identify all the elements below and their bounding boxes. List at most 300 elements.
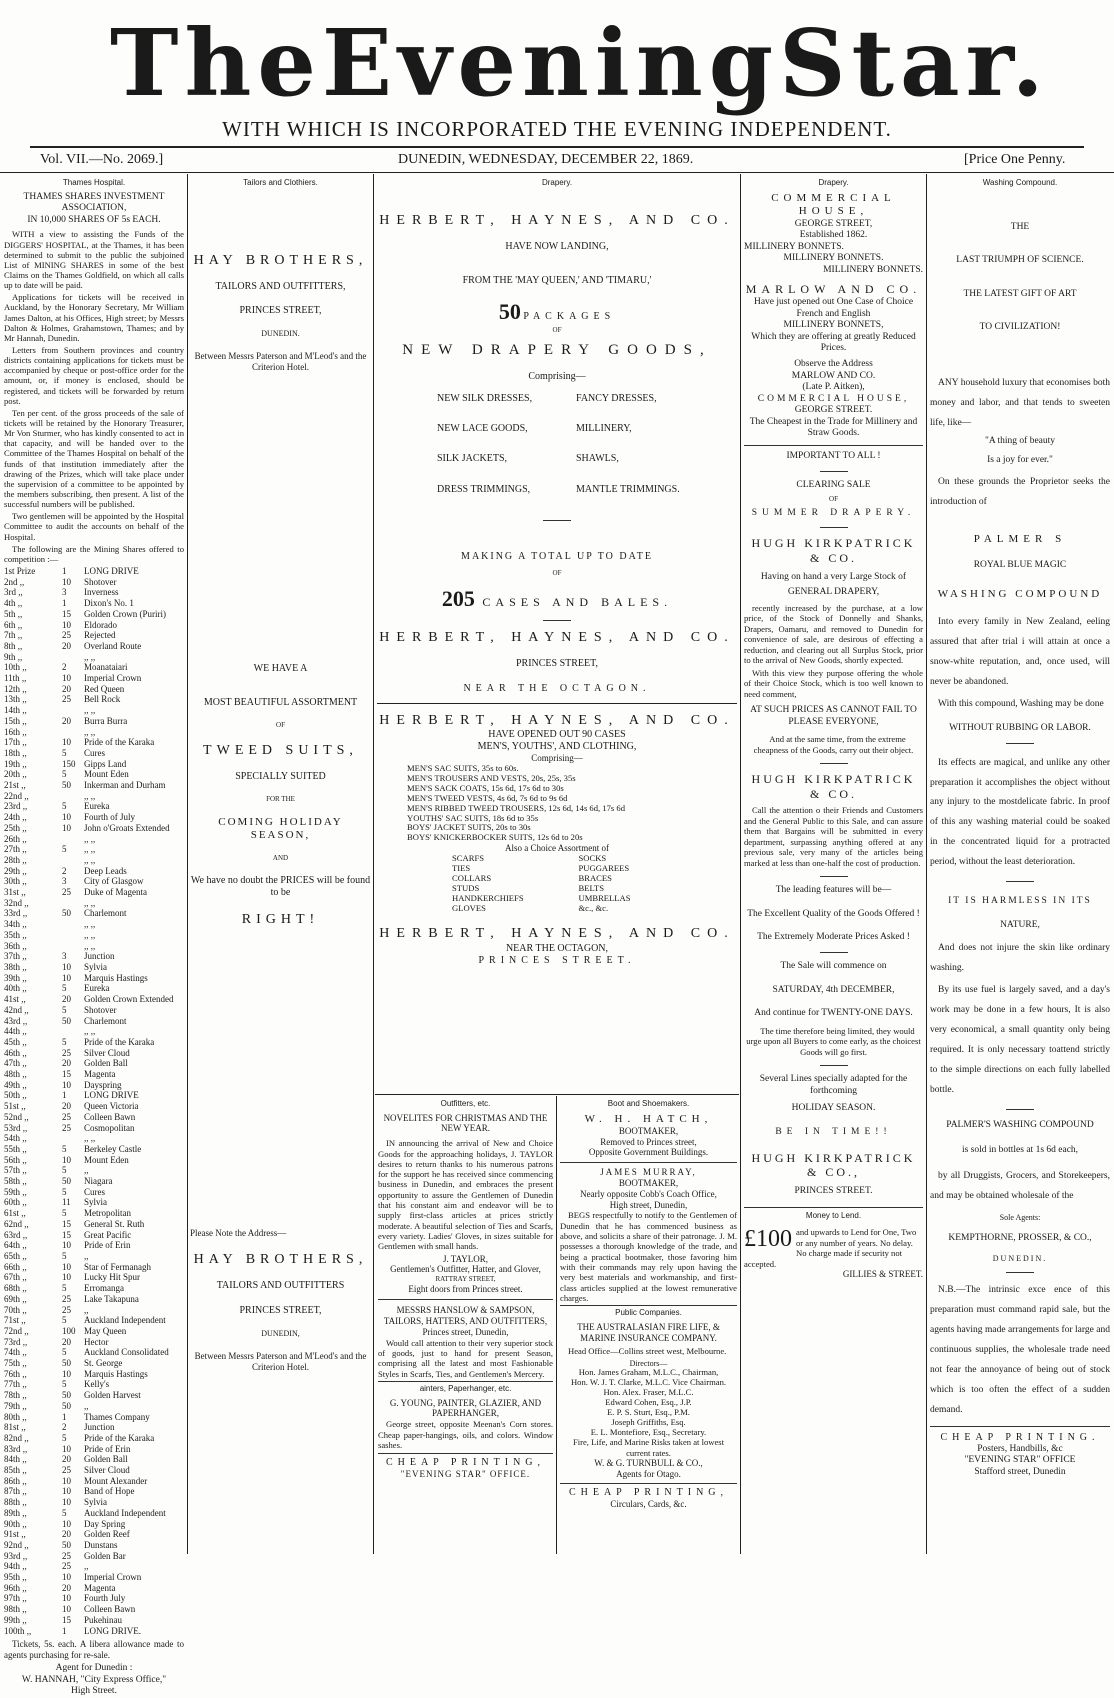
general-drapery: GENERAL DRAPERY, <box>787 587 880 598</box>
prize-rank: 57th ,, <box>4 1165 27 1176</box>
near-octagon: NEAR THE OCTAGON, <box>505 942 609 954</box>
claim-name: Star of Fermanagh <box>84 1261 151 1272</box>
claim-name: Junction <box>84 1422 115 1433</box>
firm-name: HUGH KIRKPATRICK & CO. <box>751 536 916 565</box>
accessory-item: PUGGAREES <box>578 863 630 874</box>
share-count: 25 <box>62 1561 71 1572</box>
share-count: 1 <box>62 1625 67 1636</box>
claim-name: Mount Alexander <box>84 1475 148 1486</box>
title-word-3: Star. <box>779 9 1050 117</box>
share-count: 25 <box>62 1550 71 1561</box>
prize-rank: 78th ,, <box>4 1390 27 1401</box>
nature: NATURE, <box>1000 919 1040 930</box>
accessory-item: &c., &c. <box>578 902 609 913</box>
share-count: 5 <box>62 801 67 812</box>
accessory-item: BELTS <box>578 882 604 893</box>
firm-city: DUNEDIN. <box>261 329 300 339</box>
claim-name: Auckland Consolidated <box>84 1347 169 1358</box>
prize-rank: 32nd ,, <box>4 897 29 908</box>
firm-name: HAY BROTHERS, <box>193 1252 368 1268</box>
sale-commence: The Sale will commence on <box>780 961 887 972</box>
prize-rank: 7th ,, <box>4 630 23 641</box>
claim-name: Pride of Erin <box>84 1240 131 1251</box>
harmless: IT IS HARMLESS IN ITS <box>948 896 1092 907</box>
share-count: 25 <box>62 1111 71 1122</box>
packages-count: 50 <box>498 299 521 325</box>
column-tailors <box>190 176 371 1556</box>
column-rule <box>556 1096 557 1554</box>
prize-rank: 77th ,, <box>4 1379 27 1390</box>
millinery: MILLINERY BONNETS. <box>823 264 923 275</box>
firm-name: HUGH KIRKPATRICK & CO. <box>751 772 916 801</box>
share-count: 3 <box>62 876 67 887</box>
prize-rank: 81st ,, <box>4 1422 26 1433</box>
claim-name: Auckland Independent <box>84 1507 166 1518</box>
claim-name: Sylvia <box>84 962 108 972</box>
ad-where: Eight doors from Princes street. <box>408 1283 523 1294</box>
commercial-house: COMMERCIAL HOUSE, <box>771 191 896 218</box>
firm-city: DUNEDIN, <box>261 1328 300 1338</box>
dateline-rule <box>0 172 1114 173</box>
dateline-row <box>0 150 1114 170</box>
column-heading: Thames Hospital. <box>62 178 126 187</box>
firm-location: Between Messrs Paterson and M'Leod's and the Criterion Hotel. <box>194 1350 367 1372</box>
prize-rank: 92nd ,, <box>4 1539 29 1550</box>
ad-intro: THE <box>1010 221 1030 232</box>
opened-cases: HAVE OPENED OUT 90 CASES <box>488 728 626 740</box>
prize-rank: 67th ,, <box>4 1272 27 1283</box>
claim-name: LONG DRIVE <box>84 565 139 576</box>
claim-name: Golden Reef <box>84 1529 130 1540</box>
quote: Is a joy for ever." <box>987 455 1053 466</box>
claim-name: LONG DRIVE <box>84 1090 139 1101</box>
share-count: 150 <box>62 758 76 769</box>
share-count: 5 <box>62 1507 67 1518</box>
column-heading: Outfitters, etc. <box>440 1099 491 1108</box>
accessory-item: UMBRELLAS <box>578 892 631 903</box>
prices-line: AT SUCH PRICES AS CANNOT FAIL TO PLEASE EVERYONE, <box>750 705 917 727</box>
prices-note: We have no doubt the PRICES will be found to be <box>190 874 371 899</box>
share-count: 5 <box>62 983 67 994</box>
risks: Fire, Life, and Marine Risks taken at lowest current rates. <box>572 1437 725 1458</box>
claim-name: Sylvia <box>84 1497 108 1508</box>
cases-count: 205 <box>441 585 475 611</box>
share-count: 50 <box>62 1176 71 1187</box>
offering: Which they are offering at greatly Reduced Prices. <box>751 331 916 354</box>
claim-name: Silver Cloud <box>84 1047 130 1058</box>
ad-name: J. TAYLOR, <box>442 1253 489 1264</box>
share-count: 25 <box>62 887 71 898</box>
accessory-item: COLLARS <box>452 872 492 883</box>
share-count: 5 <box>62 1315 67 1326</box>
claim-name: General St. Ruth <box>84 1218 145 1229</box>
prize-rank: 3rd ,, <box>4 587 23 598</box>
ad-body: With this compound, Washing may be done <box>938 699 1104 710</box>
firm-name: W. H. HATCH, <box>584 1112 713 1125</box>
prize-rank: 100th ,, <box>4 1625 32 1636</box>
drapery-item: NEW LACE GOODS, <box>437 423 528 435</box>
office: "EVENING STAR" OFFICE. <box>400 1469 531 1480</box>
share-count: 25 <box>62 1304 71 1315</box>
sale-date: SATURDAY, 4th DECEMBER, <box>772 984 895 995</box>
firm-name: G. YOUNG, PAINTER, GLAZIER, AND PAPERHANGER, <box>389 1397 542 1419</box>
share-count: 5 <box>62 1347 67 1358</box>
ad-street: RATTRAY STREET, <box>435 1275 496 1284</box>
share-count: 10 <box>62 1368 71 1379</box>
share-count: 10 <box>62 576 71 587</box>
share-count: 10 <box>62 673 71 684</box>
share-count: 10 <box>62 1475 71 1486</box>
share-count: 10 <box>62 1261 71 1272</box>
share-count: 100 <box>62 1325 76 1336</box>
drapery-item: MANTLE TRIMMINGS. <box>576 483 680 495</box>
prize-rank: 86th ,, <box>4 1475 27 1486</box>
issue-date: DUNEDIN, WEDNESDAY, DECEMBER 22, 1869. <box>398 152 694 167</box>
column-heading: Washing Compound. <box>982 178 1058 187</box>
share-count: 1 <box>62 598 67 609</box>
column-drapery-herbert <box>377 176 737 1091</box>
share-count: 10 <box>62 1443 71 1454</box>
claim-name: ,, ,, <box>84 705 96 716</box>
choice-assortment: Also a Choice Assortment of <box>505 843 609 854</box>
claim-name: Colleen Bawn <box>84 1604 136 1615</box>
share-count <box>62 1026 84 1037</box>
prize-rank: 44th ,, <box>4 1026 27 1037</box>
established: Established 1862. <box>799 230 868 241</box>
column-thames-hospital <box>4 176 184 1697</box>
agent-street: High Street. <box>71 1686 117 1697</box>
firm-street: Removed to Princes street, <box>600 1136 697 1147</box>
millinery: MILLINERY BONNETS. <box>744 241 844 252</box>
firm-street: PRINCES STREET, <box>239 1304 322 1316</box>
money-firm: GILLIES & STREET. <box>842 1269 923 1280</box>
claim-name: ,, <box>84 1400 89 1411</box>
column-heading: Money to Lend. <box>744 1207 923 1221</box>
accessory-item: STUDS <box>452 882 480 893</box>
share-count <box>62 834 84 845</box>
price-note: is sold in bottles at 1s 6d each, <box>961 1145 1079 1156</box>
money-ad <box>744 1227 923 1269</box>
address: (Late P. Aitken), <box>802 382 865 393</box>
prize-rank: 42nd ,, <box>4 1004 29 1015</box>
claim-name: Burra Burra <box>84 715 128 726</box>
share-count: 1 <box>62 565 67 576</box>
address-note: Please Note the Address— <box>190 1228 287 1239</box>
firm-name: MESSRS HANSLOW & SAMPSON, <box>396 1305 535 1316</box>
share-count: 1 <box>62 1090 67 1101</box>
claim-name: Sylvia <box>84 1197 108 1208</box>
ad-body: By its use fuel is largely saved, and a day's work may be done in a few hours, It is also very economical, a small quantity only being required. It is only necessary toattend strictly to the simple directions on each fully labelled bottle. <box>930 985 1110 1095</box>
section-rule <box>375 1094 739 1095</box>
clothing-item: MEN'S TROUSERS AND VESTS, 20s, 25s, 35s <box>407 773 576 784</box>
prize-rank: 72nd ,, <box>4 1325 29 1336</box>
agents: W. & G. TURNBULL & CO., <box>594 1458 703 1469</box>
share-count: 50 <box>62 1539 71 1550</box>
share-count: 10 <box>62 1079 71 1090</box>
claim-name: Eldorado <box>84 619 117 630</box>
firm-street: PRINCES STREET, <box>515 658 599 670</box>
prize-rank: 5th ,, <box>4 608 23 619</box>
share-count: 25 <box>62 694 71 705</box>
prize-rank: 73rd ,, <box>4 1336 28 1347</box>
share-count: 15 <box>62 1218 71 1229</box>
claim-name: LONG DRIVE. <box>84 1625 141 1636</box>
share-count: 5 <box>62 1208 67 1219</box>
prize-rank: 61st ,, <box>4 1208 26 1219</box>
share-count: 1 <box>62 1411 67 1422</box>
firm-name: THE AUSTRALASIAN FIRE LIFE, & MARINE INSURANCE COMPANY. <box>577 1321 720 1343</box>
share-count: 5 <box>62 1432 67 1443</box>
firm-street: High street, Dunedin, <box>609 1199 688 1210</box>
prize-rank: 51st ,, <box>4 1101 26 1112</box>
firm-location: Between Messrs Paterson and M'Leod's and the Criterion Hotel. <box>194 350 367 372</box>
share-count: 15 <box>62 1229 71 1240</box>
column-heading: Drapery. <box>541 178 573 187</box>
claim-name: Golden Crown Extended <box>84 994 174 1005</box>
cheap-printing: CHEAP PRINTING, <box>568 1486 729 1498</box>
ad-body: Its effects are magical, and unlike any other preparation it accomplishes the object without any injury to the mostdelicate fabric. In proof of this any washing material could be soaked in the concentrated liquid for a protracted period, without the least deterioration. <box>930 757 1110 868</box>
feature-item: The Extremely Moderate Prices Asked ! <box>757 932 910 943</box>
claim-name: Moanataiari <box>84 662 128 673</box>
be-in-time: BE IN TIME!! <box>775 1126 892 1137</box>
prize-rank: 2nd ,, <box>4 576 25 587</box>
firm-trade: BOOTMAKER, <box>618 1125 679 1136</box>
column-heading: Tailors and Clothiers. <box>243 178 318 187</box>
ad-body: BEGS respectfully to notify to the Gentlemen of Dunedin that he has commenced business as above, and solicits a share of their patronage. J. M. possesses a thorough knowledge of the trade, and being a practical bootmaker, those favoring him with their commands may rely upon having the very best materials and workmanship, and first-class articles supplied at the lowest remunerative charges. <box>560 1210 737 1303</box>
tickets-note: Tickets, 5s. each. A libera allowance made to agents purchasing for re-sale. <box>4 1639 184 1661</box>
share-count: 5 <box>62 1250 67 1261</box>
drapery-item: SHAWLS, <box>576 453 619 465</box>
share-count: 10 <box>62 822 71 833</box>
claim-name: Inverness <box>84 587 119 598</box>
share-count: 20 <box>62 1529 71 1540</box>
prize-rank: 45th ,, <box>4 1036 27 1047</box>
drapery-item: FANCY DRESSES, <box>576 393 657 405</box>
claim-name: Pride of Erin <box>84 1443 131 1454</box>
for-the: FOR THE <box>266 795 295 804</box>
share-count: 5 <box>62 1036 67 1047</box>
product-name: WASHING COMPOUND <box>937 587 1103 600</box>
director-item: Hon. W. J. T. Clarke, M.L.C. Vice Chairman. <box>570 1377 727 1388</box>
prize-rank: 82nd ,, <box>4 1432 29 1443</box>
comprising: Comprising— <box>528 370 586 382</box>
claim-name: Great Pacific <box>84 1229 132 1240</box>
comprising: Comprising— <box>531 753 583 764</box>
claim-name: ,, <box>84 1165 89 1176</box>
making-total: MAKING A TOTAL UP TO DATE <box>461 550 653 562</box>
sale-duration: And continue for TWENTY-ONE DAYS. <box>754 1008 913 1019</box>
prize-rank: 34th ,, <box>4 919 27 930</box>
clothing-item: BOYS' JACKET SUITS, 20s to 30s <box>407 822 531 833</box>
share-count: 2 <box>62 662 67 673</box>
of-label: OF <box>829 495 838 504</box>
claim-name: Silver Cloud <box>84 1465 130 1476</box>
prize-rank: 79th ,, <box>4 1400 27 1411</box>
prize-rank: 12th ,, <box>4 683 27 694</box>
share-count: 10 <box>62 812 71 823</box>
clothing-item: MEN'S SAC SUITS, 35s to 60s. <box>407 763 519 774</box>
accessory-item: SCARFS <box>452 853 485 864</box>
ad-body: Would call attention to their very superior stock of goods, just to hand for present Season, comprising all the latest and most Fashionable Styles in Scarfs, Ties, and Gentlemen's Mercery. <box>378 1337 553 1379</box>
claim-name: Queen Victoria <box>84 1101 139 1112</box>
firm-name: MARLOW AND CO. <box>745 282 922 297</box>
prize-shares-list <box>4 566 184 1636</box>
ad-title: TO CIVILIZATION! <box>979 322 1061 333</box>
ad-body: ANY household luxury that economises both money and labor, and that tends to sweeten life, like— <box>930 378 1110 428</box>
prize-rank: 90th ,, <box>4 1518 27 1529</box>
claim-name: Magenta <box>84 1582 116 1593</box>
prize-rank: 13th ,, <box>4 694 27 705</box>
claim-name: Charlemont <box>84 908 127 919</box>
prize-rank: 48th ,, <box>4 1069 27 1080</box>
prize-rank: 4th ,, <box>4 598 23 609</box>
firm-trade: BOOTMAKER, <box>618 1177 679 1188</box>
price: [Price One Penny. <box>964 152 1066 167</box>
prize-rank: 47th ,, <box>4 1058 27 1069</box>
millinery: MILLINERY BONNETS, <box>783 320 884 331</box>
column-drapery-commercial <box>744 176 923 1556</box>
prize-rank: 27th ,, <box>4 844 27 855</box>
firm-location: Opposite Government Buildings. <box>588 1147 709 1158</box>
prize-rank: 23rd ,, <box>4 801 28 812</box>
prize-rank: 37th ,, <box>4 951 27 962</box>
prize-rank: 15th ,, <box>4 715 27 726</box>
prize-rank: 94th ,, <box>4 1561 27 1572</box>
and-label: AND <box>272 854 289 863</box>
claim-name: May Queen <box>84 1325 127 1336</box>
circulars: Circulars, Cards, &c. <box>610 1498 687 1509</box>
firm-name: HERBERT, HAYNES, AND CO. <box>379 212 735 228</box>
share-count <box>62 930 84 941</box>
tweed-suits: TWEED SUITS, <box>203 742 358 758</box>
share-count: 25 <box>62 630 71 641</box>
prize-rank: 70th ,, <box>4 1304 27 1315</box>
firm-trade: TAILORS AND OUTFITTERS <box>216 1280 345 1292</box>
prize-rank: 21st ,, <box>4 780 26 791</box>
paragraph: Letters from Southern provinces and country districts containing applications for tickets must be accompanied by cheque or post-office order for the amount, or, if money is enclosed, should be registered, and tickets will be forwarded by return post. <box>4 345 184 406</box>
prize-rank: 24th ,, <box>4 812 27 823</box>
claim-name: Marquis Hastings <box>84 1368 148 1379</box>
clothing-item: MEN'S TWEED VESTS, 4s 6d, 7s 6d to 9s 6d <box>407 792 568 803</box>
claim-name: Golden Bar <box>84 1550 126 1561</box>
drapery-item: MILLINERY, <box>576 423 632 435</box>
share-count: 20 <box>62 683 71 694</box>
director-item: Joseph Griffiths, Esq. <box>611 1416 686 1427</box>
prize-rank: 56th ,, <box>4 1154 27 1165</box>
ad-body: And does not injure the skin like ordinary washing. <box>930 943 1110 974</box>
claim-name: ,, ,, <box>84 833 96 844</box>
share-count: 5 <box>62 1165 67 1176</box>
share-count: 15 <box>62 1069 71 1080</box>
agent-label: Agent for Dunedin : <box>55 1663 133 1674</box>
share-count: 50 <box>62 1358 71 1369</box>
clothing-price-list <box>407 764 737 843</box>
share-count: 10 <box>62 1486 71 1497</box>
clothing-item: MEN'S SACK COATS, 15s 6d, 17s 6d to 30s <box>407 782 564 793</box>
claim-name: Dayspring <box>84 1079 122 1090</box>
claim-name: Magenta <box>84 1069 116 1080</box>
agents: KEMPTHORNE, PROSSER, & CO., <box>948 1232 1092 1243</box>
share-count: 20 <box>62 715 71 726</box>
share-count: 10 <box>62 1497 71 1508</box>
important: IMPORTANT TO ALL ! <box>786 451 881 462</box>
feature-item: The Excellent Quality of the Goods Offered ! <box>747 908 920 919</box>
address: COMMERCIAL HOUSE, <box>757 393 910 404</box>
title-word-1: The <box>110 9 322 117</box>
right-label: RIGHT! <box>241 912 320 928</box>
ad-body: And at the same time, from the extreme cheapness of the Goods, carry out their object. <box>753 734 914 755</box>
firm-name: HERBERT, HAYNES, AND CO. <box>379 630 735 646</box>
column-rule <box>187 174 188 1554</box>
prize-rank: 52nd ,, <box>4 1111 29 1122</box>
ad-title: THE LATEST GIFT OF ART <box>963 288 1077 299</box>
prize-rank: 53rd ,, <box>4 1122 28 1133</box>
claim-name: Golden Ball <box>84 1058 128 1069</box>
prize-rank: 84th ,, <box>4 1454 27 1465</box>
share-count: 20 <box>62 640 71 651</box>
ad-body: IN announcing the arrival of New and Choice Goods for the approaching holidays, J. TAYLOR desires to return thanks to his numerous patrons for the support he has received since commencing business in Dunedin, and embraces the present opportunity to assure the Gentlemen of Dunedin that his constant aim and endeavor will be to supply first-class articles at prices strictly moderate. A beautiful selection of Ties and Scarfs, every variety. Ladies' Gloves, in sizes suitable for Gentlemen with small hands. <box>378 1138 553 1252</box>
prize-rank: 38th ,, <box>4 962 27 972</box>
coming-season: COMING HOLIDAY SEASON, <box>218 815 343 841</box>
newspaper-subtitle: WITH WHICH IS INCORPORATED THE EVENING INDEPENDENT. <box>222 117 892 141</box>
claim-name: ,, ,, <box>84 1133 96 1144</box>
new-drapery: NEW DRAPERY GOODS, <box>402 341 712 358</box>
head-office: Head Office—Collins street west, Melbourne. <box>568 1346 727 1357</box>
money-amount: £100 <box>744 1226 792 1253</box>
share-count: 10 <box>62 1604 71 1615</box>
ad-body: With this view they purpose offering the whole of their Choice Stock, which is too well known to need comment, <box>744 667 923 699</box>
prize-rank: 66th ,, <box>4 1261 27 1272</box>
claim-name: Berkeley Castle <box>84 1143 142 1154</box>
claim-name: Inkerman and Durham <box>84 780 166 791</box>
ad-body: by all Druggists, Grocers, and Storekeepers, and may be obtained wholesale of the <box>930 1171 1110 1201</box>
share-count <box>62 898 84 909</box>
claim-name: Auckland Independent <box>84 1315 166 1326</box>
firm-name: HERBERT, HAYNES, AND CO. <box>379 926 735 942</box>
share-count: 50 <box>62 1015 71 1026</box>
share-count: 5 <box>62 1379 67 1390</box>
claim-name: Fourth of July <box>84 812 136 823</box>
claim-name: Mount Eden <box>84 769 129 780</box>
accessory-item: BRACES <box>578 872 612 883</box>
claim-name: Rejected <box>84 630 116 641</box>
prize-rank: 30th ,, <box>4 876 27 887</box>
claim-name: ,, <box>84 1250 89 1261</box>
column-washing-compound <box>930 176 1110 1556</box>
prize-rank: 60th ,, <box>4 1197 27 1208</box>
cheapest: The Cheapest in the Trade for Millinery and Straw Goods. <box>749 416 918 439</box>
share-count: 5 <box>62 844 67 855</box>
column-rule <box>373 174 374 1554</box>
share-count <box>62 727 84 738</box>
share-count: 50 <box>62 908 71 919</box>
title-word-2: Evening <box>321 9 780 117</box>
prize-rank: 54th ,, <box>4 1133 27 1144</box>
claim-name: Mount Eden <box>84 1154 129 1165</box>
claim-name: Pride of the Karaka <box>84 1036 155 1047</box>
prize-rank: 36th ,, <box>4 940 27 951</box>
features: The leading features will be— <box>775 885 892 896</box>
ad-title: LAST TRIUMPH OF SCIENCE. <box>956 255 1084 266</box>
claim-name: Erromanga <box>84 1283 124 1294</box>
mens-clothing: MEN'S, YOUTHS', AND CLOTHING, <box>477 741 637 753</box>
prize-rank: 18th ,, <box>4 747 27 758</box>
claim-name: Junction <box>84 951 115 962</box>
share-count: 15 <box>62 608 71 619</box>
column-rule <box>740 174 741 1554</box>
address: MARLOW AND CO. <box>791 370 876 381</box>
share-count <box>62 941 84 952</box>
